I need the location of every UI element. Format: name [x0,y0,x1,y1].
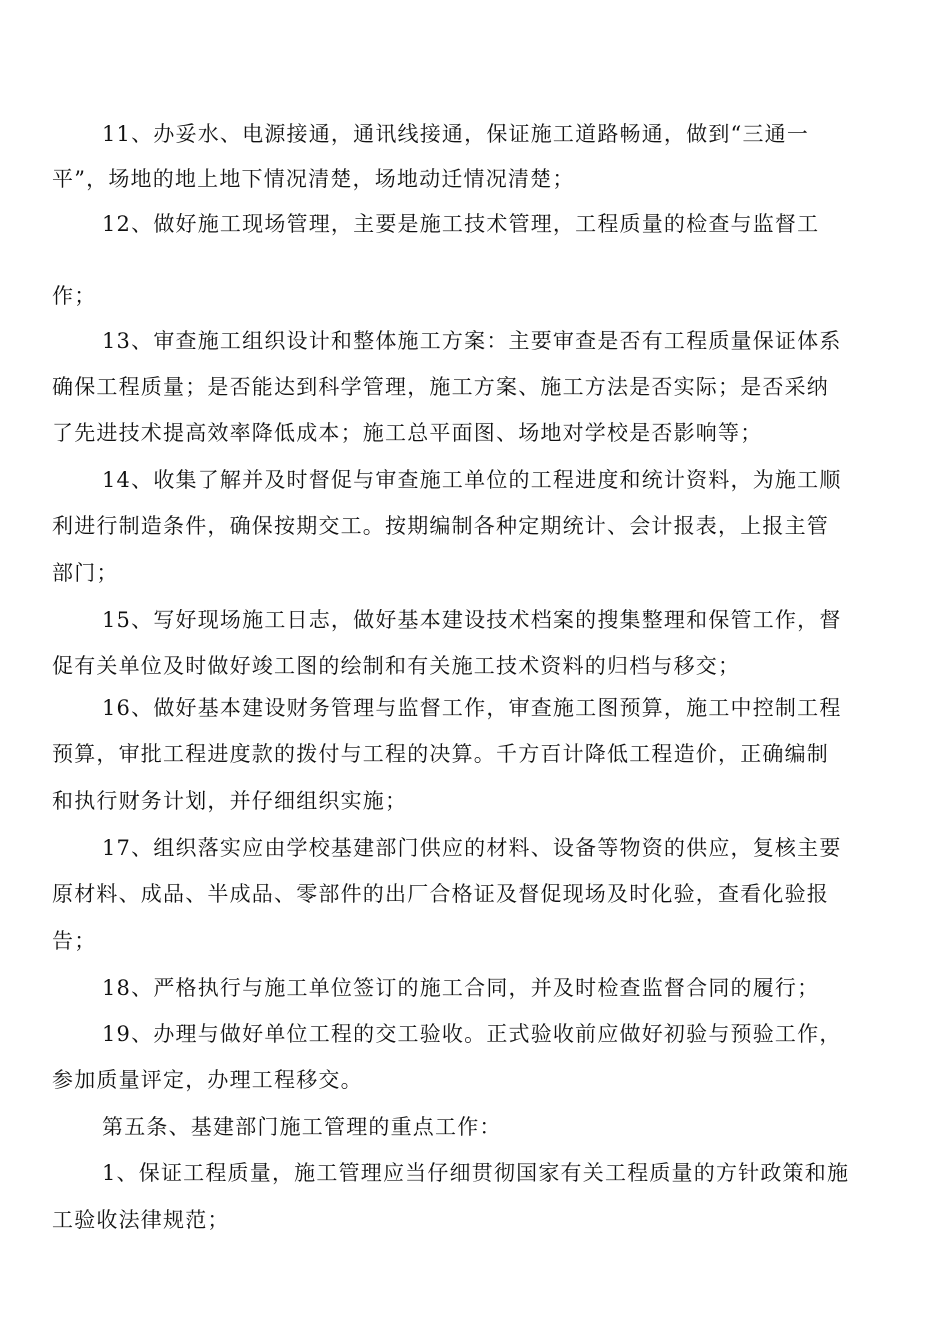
text-line: 告； [52,929,97,953]
text-line: 1、保证工程质量，施工管理应当仔细贯彻国家有关工程质量的方针政策和施 [102,1161,850,1185]
text-line: 18、严格执行与施工单位签订的施工合同，并及时检查监督合同的履行； [102,976,820,1000]
text-line: 16、做好基本建设财务管理与监督工作，审查施工图预算，施工中控制工程 [102,696,842,720]
text-line: 第五条、基建部门施工管理的重点工作： [102,1115,502,1139]
text-line: 和执行财务计划，并仔细组织实施； [52,789,408,813]
text-line: 14、收集了解并及时督促与审查施工单位的工程进度和统计资料，为施工顺 [102,468,842,492]
text-line: 工验收法律规范； [52,1208,230,1232]
text-line: 参加质量评定，办理工程移交。 [52,1068,363,1092]
text-line: 11、办妥水、电源接通，通讯线接通，保证施工道路畅通，做到“三通一 [102,122,810,146]
text-line: 了先进技术提高效率降低成本；施工总平面图、场地对学校是否影响等； [52,421,763,445]
text-line: 作； [52,284,97,308]
text-line: 促有关单位及时做好竣工图的绘制和有关施工技术资料的归档与移交； [52,654,741,678]
text-line: 15、写好现场施工日志，做好基本建设技术档案的搜集整理和保管工作，督 [102,608,842,632]
text-line: 13、审查施工组织设计和整体施工方案：主要审查是否有工程质量保证体系 [102,329,842,353]
text-line: 利进行制造条件，确保按期交工。按期编制各种定期统计、会计报表，上报主管 [52,514,829,538]
text-line: 19、办理与做好单位工程的交工验收。正式验收前应做好初验与预验工作， [102,1022,842,1046]
text-line: 部门； [52,561,119,585]
text-line: 预算，审批工程进度款的拨付与工程的决算。千方百计降低工程造价，正确编制 [52,742,829,766]
text-line: 原材料、成品、半成品、零部件的出厂合格证及督促现场及时化验，查看化验报 [52,882,829,906]
text-line: 平”，场地的地上地下情况清楚，场地动迁情况清楚； [52,167,575,191]
text-line: 12、做好施工现场管理，主要是施工技术管理，工程质量的检查与监督工 [102,212,820,236]
text-line: 17、组织落实应由学校基建部门供应的材料、设备等物资的供应，复核主要 [102,836,842,860]
text-line: 确保工程质量；是否能达到科学管理，施工方案、施工方法是否实际；是否采纳 [52,375,829,399]
